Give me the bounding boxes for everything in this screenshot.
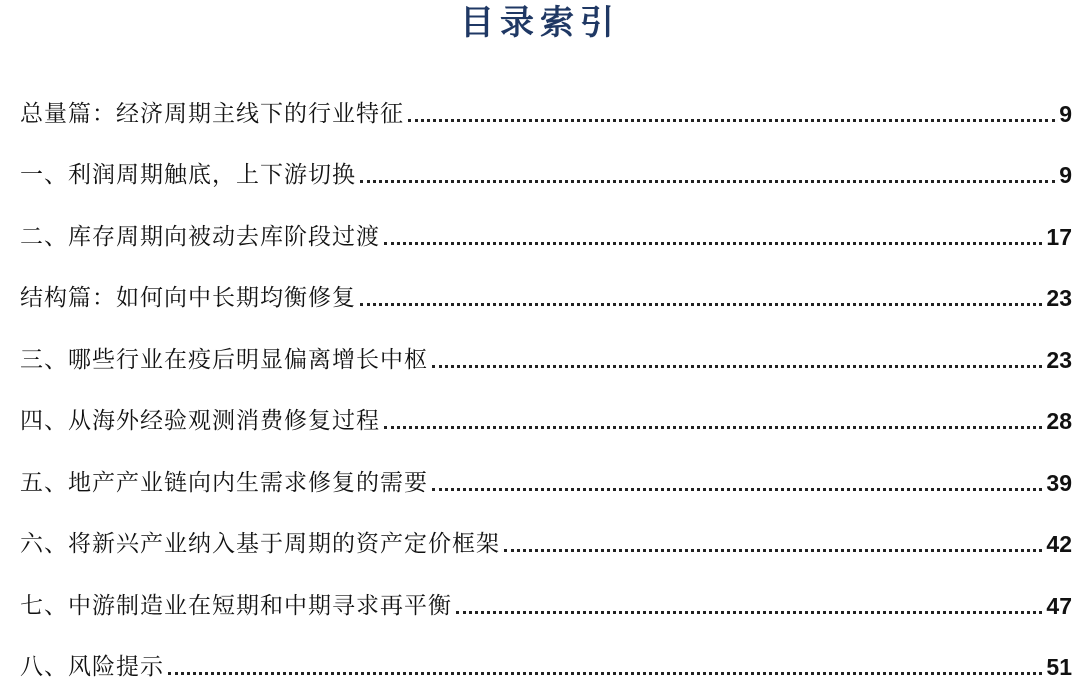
- toc-entry[interactable]: [20, 374, 1072, 436]
- toc-entry-page: 9: [1059, 162, 1072, 188]
- toc-entry-label: 三、哪些行业在疫后明显偏离增长中枢: [20, 346, 428, 373]
- toc-entry[interactable]: [20, 497, 1072, 559]
- toc-dot-leader: [504, 549, 1042, 552]
- toc-entry[interactable]: [20, 620, 1072, 682]
- toc-dot-leader: [384, 426, 1042, 429]
- toc-dot-leader: [408, 119, 1055, 122]
- toc-entry-label: 六、将新兴产业纳入基于周期的资产定价框架: [20, 531, 500, 557]
- toc-entry[interactable]: [20, 128, 1072, 190]
- toc-entry-page: 23: [1046, 346, 1072, 373]
- toc-entry-label: 二、库存周期向被动去库阶段过渡: [20, 223, 380, 250]
- toc-dot-leader: [360, 180, 1055, 183]
- toc-entry-label: 五、地产产业链向内生需求修复的需要: [20, 469, 428, 496]
- toc-entry-page: 51: [1046, 654, 1072, 680]
- toc-entry[interactable]: [20, 66, 1072, 128]
- toc-entry-page: 17: [1046, 223, 1072, 250]
- toc-dot-leader: [360, 303, 1042, 306]
- toc-entry[interactable]: [20, 558, 1072, 620]
- toc-entry-page: 47: [1046, 592, 1072, 619]
- toc-entry-label: 八、风险提示: [20, 654, 164, 680]
- toc-entry-label: 七、中游制造业在短期和中期寻求再平衡: [20, 592, 452, 619]
- toc-entry-page: 28: [1046, 408, 1072, 434]
- toc-dot-leader: [432, 488, 1042, 491]
- toc-entry-label: 一、利润周期触底，上下游切换: [20, 162, 356, 188]
- toc-entry-label: 总量篇：经济周期主线下的行业特征: [20, 100, 404, 127]
- toc-entry-page: 9: [1059, 100, 1072, 127]
- table-of-contents: [20, 66, 1072, 681]
- toc-entry-label: 四、从海外经验观测消费修复过程: [20, 408, 380, 434]
- toc-dot-leader: [456, 611, 1042, 614]
- toc-entry-page: 42: [1046, 531, 1072, 557]
- toc-dot-leader: [168, 672, 1042, 675]
- toc-entry[interactable]: [20, 189, 1072, 251]
- toc-entry[interactable]: [20, 251, 1072, 313]
- toc-entry-page: 39: [1046, 469, 1072, 496]
- toc-entry-page: 23: [1046, 285, 1072, 311]
- toc-dot-leader: [432, 365, 1042, 368]
- page-title: 目录索引: [460, 3, 620, 43]
- toc-entry[interactable]: [20, 312, 1072, 374]
- toc-entry-label: 结构篇：如何向中长期均衡修复: [20, 285, 356, 311]
- toc-dot-leader: [384, 242, 1042, 245]
- toc-entry[interactable]: [20, 435, 1072, 497]
